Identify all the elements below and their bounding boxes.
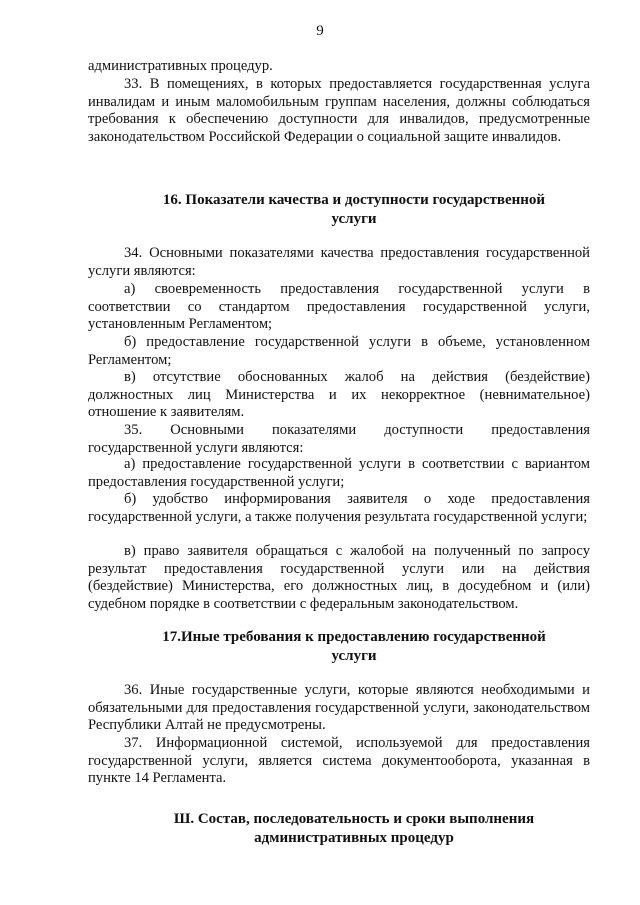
section-17-heading <box>88 628 620 666</box>
fragment-line: административных процедур. <box>88 58 273 74</box>
section-16-heading-line1: 16. Показатели качества и доступности государственной <box>162 192 546 208</box>
section-17-heading-line1: 17.Иные требования к предоставлению государственной <box>162 629 546 645</box>
paragraph-33: 33. В помещениях, в которых предоставляется государственная услуга инвалидам и иным маломобильным группам населения, должны соблюдаться требования к обеспечению доступности для инвалидов, предусмотренные законодательством Российской Федерации о социальной защите инвалидов. <box>88 76 590 145</box>
section-3-heading <box>88 810 620 848</box>
paragraph-34b: б) предоставление государственной услуги в объеме, установленном Регламентом; <box>88 334 590 368</box>
paragraph-34c: в) отсутствие обоснованных жалоб на действия (бездействие) должностных лиц Министерства и их некорректное (невнимательное) отношение к заявителям. <box>88 369 590 421</box>
paragraph-35a: а) предоставление государственной услуги в соответствии с вариантом предоставления государственной услуги; <box>88 456 590 490</box>
section-16-heading <box>88 191 620 229</box>
section-3-heading-line2: административных процедур <box>254 830 454 846</box>
paragraph-35c: в) право заявителя обращаться с жалобой на полученный по запросу результат предоставления государственной услуги или на действия (бездействие) Министерства, его должностных лиц, в досудебном и (или) судебном порядке в соответствии с федеральным законодательством. <box>88 543 590 612</box>
paragraph-34: 34. Основными показателями качества предоставления государственной услуги являются: <box>88 245 590 279</box>
section-16-heading-line2: услуги <box>331 211 377 227</box>
paragraph-35b: б) удобство информирования заявителя о ходе предоставления государственной услуги, а также получения результата государственной услуги; <box>88 491 590 525</box>
paragraph-36: 36. Иные государственные услуги, которые являются необходимыми и обязательными для предоставления государственной услуги, законодательством Республики Алтай не предусмотрены. <box>88 682 590 734</box>
section-17-heading-line2: услуги <box>331 648 377 664</box>
paragraph-37: 37. Информационной системой, используемой для предоставления государственной услуги, является система документооборота, указанная в пункте 14 Регламента. <box>88 735 590 787</box>
paragraph-35: 35. Основными показателями доступности предоставления государственной услуги являются: <box>88 422 590 456</box>
page-number: 9 <box>316 23 324 39</box>
paragraph-34a: а) своевременность предоставления государственной услуги в соответствии со стандартом предоставления государственной услуги, установленным Регламентом; <box>88 281 590 333</box>
section-3-heading-line1: Ш. Состав, последовательность и сроки выполнения <box>173 811 535 827</box>
